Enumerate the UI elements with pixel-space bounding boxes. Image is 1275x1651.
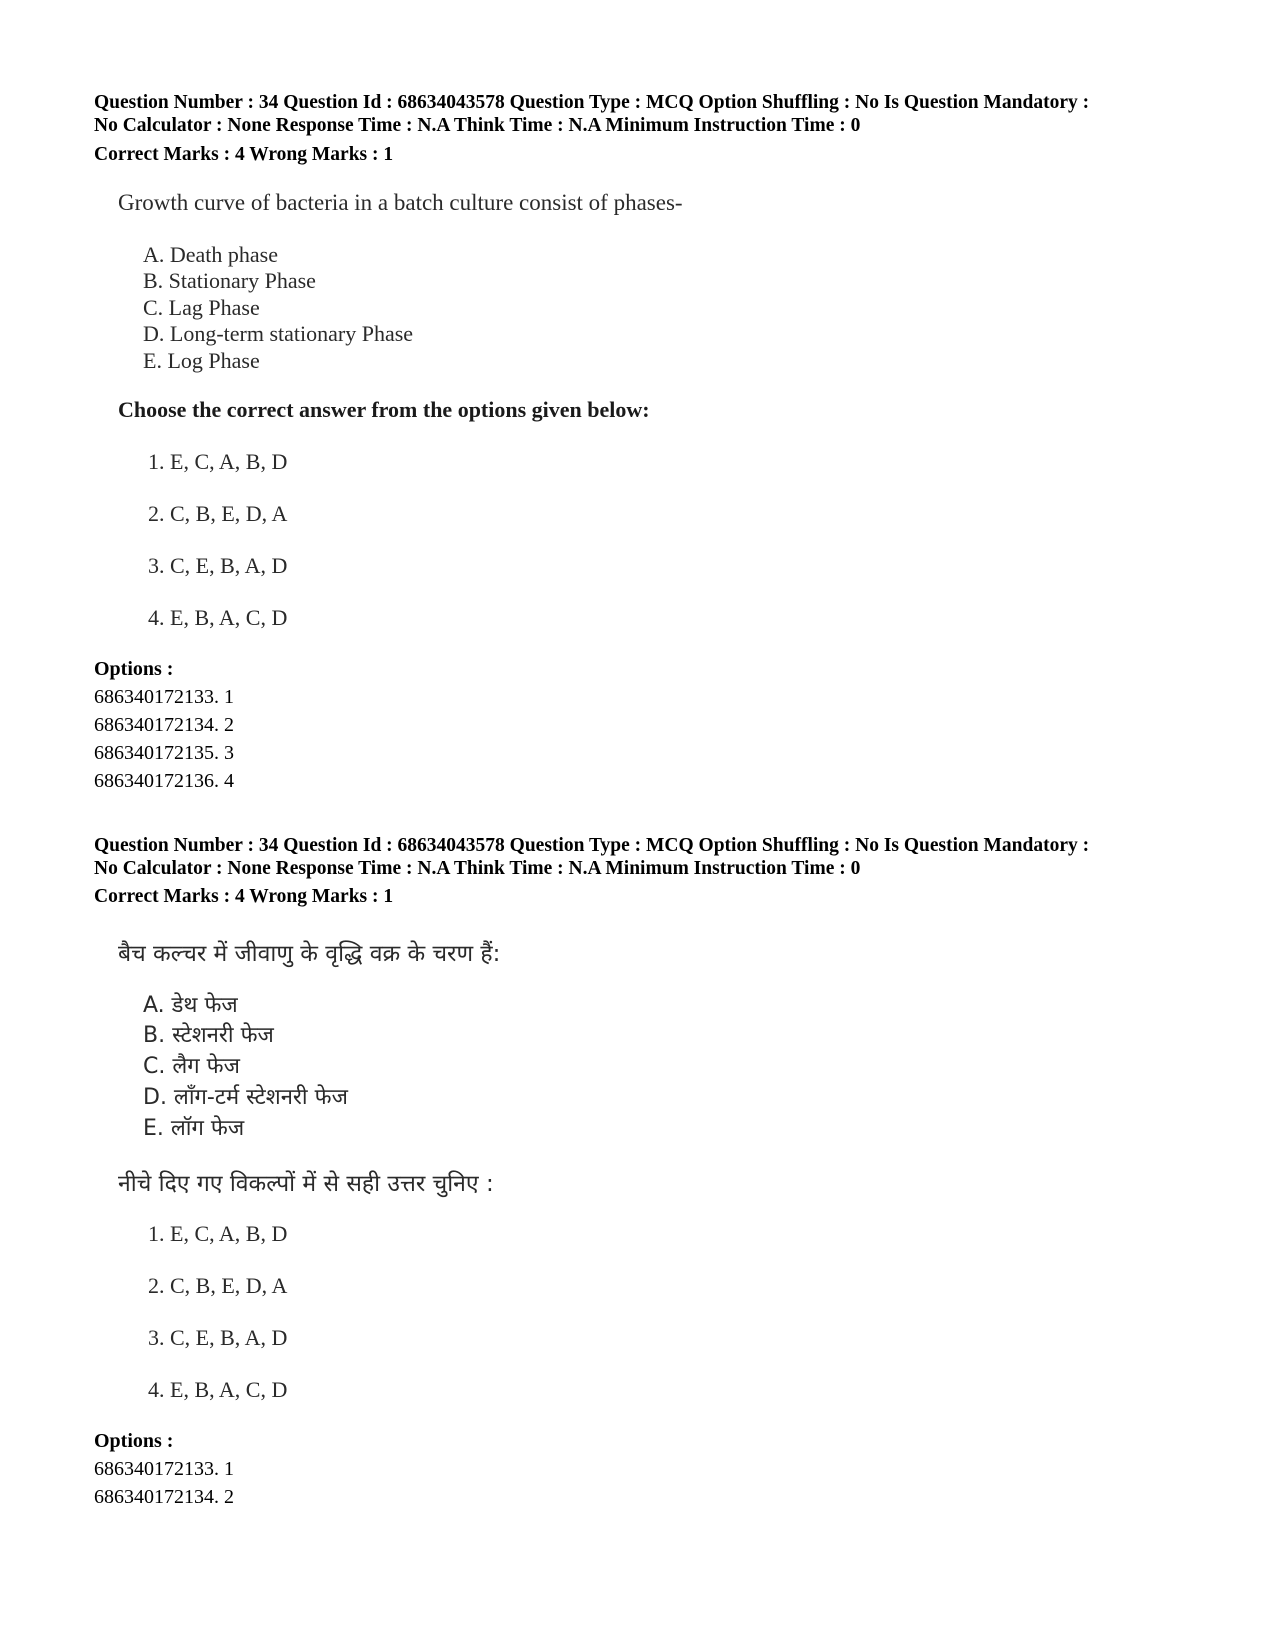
option-line: 686340172133. 1 <box>94 1458 234 1480</box>
question-marks: Correct Marks : 4 Wrong Marks : 1 <box>94 886 394 907</box>
question-header-line1: Question Number : 34 Question Id : 68634043578 Question Type : MCQ Option Shuffling : No Is Question Mandatory : <box>94 835 1090 856</box>
statement-item: E. लॉग फेज <box>143 1116 245 1141</box>
statement-item: B. स्टेशनरी फेज <box>143 1023 274 1048</box>
option-line: 686340172134. 2 <box>94 714 234 736</box>
question-text: Growth curve of bacteria in a batch culture consist of phases- <box>118 190 683 215</box>
answer-choice: 4. E, B, A, C, D <box>148 1377 288 1402</box>
option-line: 686340172134. 2 <box>94 1486 234 1508</box>
answer-choice: 3. C, E, B, A, D <box>148 553 288 578</box>
question-text: बैच कल्चर में जीवाणु के वृद्धि वक्र के चरण हैं: <box>118 941 501 967</box>
answer-choice: 1. E, C, A, B, D <box>148 1221 288 1246</box>
options-label: Options : <box>94 1430 174 1452</box>
statement-item: E. Log Phase <box>143 348 260 373</box>
statement-item: D. लॉंग-टर्म स्टेशनरी फेज <box>143 1085 348 1110</box>
choose-instruction: नीचे दिए गए विकल्पों में से सही उत्तर चुनिए : <box>118 1171 494 1197</box>
statement-item: C. Lag Phase <box>143 295 260 320</box>
statement-item: B. Stationary Phase <box>143 268 316 293</box>
answer-choice: 4. E, B, A, C, D <box>148 605 288 630</box>
option-line: 686340172133. 1 <box>94 686 234 708</box>
question-header-line2: No Calculator : None Response Time : N.A Think Time : N.A Minimum Instruction Time : 0 <box>94 115 861 136</box>
choose-instruction: Choose the correct answer from the options given below: <box>118 397 650 422</box>
question-marks: Correct Marks : 4 Wrong Marks : 1 <box>94 144 394 165</box>
options-label: Options : <box>94 658 174 680</box>
statement-item: A. डेथ फेज <box>143 993 238 1018</box>
answer-choice: 2. C, B, E, D, A <box>148 501 288 526</box>
statement-item: D. Long-term stationary Phase <box>143 321 414 346</box>
option-line: 686340172135. 3 <box>94 742 234 764</box>
question-header-line1: Question Number : 34 Question Id : 68634043578 Question Type : MCQ Option Shuffling : No Is Question Mandatory : <box>94 92 1090 113</box>
answer-choice: 3. C, E, B, A, D <box>148 1325 288 1350</box>
option-line: 686340172136. 4 <box>94 770 234 792</box>
answer-choice: 2. C, B, E, D, A <box>148 1273 288 1298</box>
question-header-line2: No Calculator : None Response Time : N.A Think Time : N.A Minimum Instruction Time : 0 <box>94 858 861 879</box>
answer-choice: 1. E, C, A, B, D <box>148 449 288 474</box>
statement-item: A. Death phase <box>143 242 279 267</box>
statement-item: C. लैग फेज <box>143 1054 240 1079</box>
